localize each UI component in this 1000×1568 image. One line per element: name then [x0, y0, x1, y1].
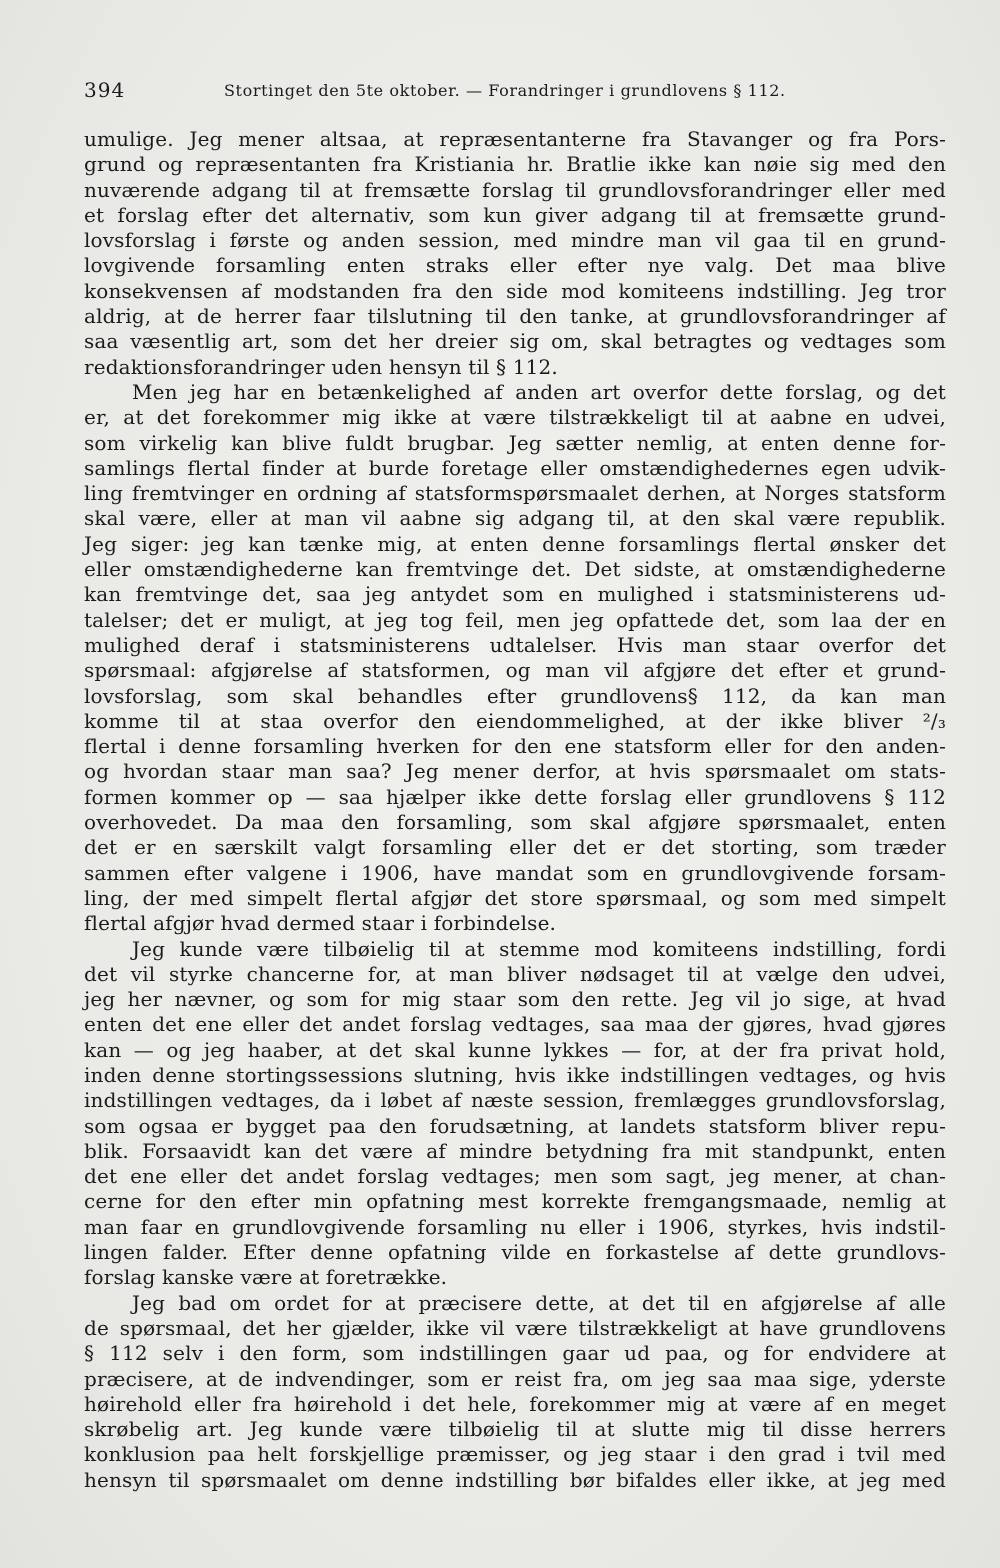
text-line: konklusion paa helt forskjellige præmisser, og jeg staar i den grad i tvil med	[84, 1442, 946, 1467]
text-line: forslag kanske være at foretrække.	[84, 1265, 448, 1290]
text-line: og hvordan staar man saa? Jeg mener derfor, at hvis spørsmaalet om stats-	[84, 759, 946, 784]
text-line: lovgivende forsamling enten straks eller efter nye valg. Det maa blive	[84, 253, 946, 278]
paragraph-first-line: Jeg bad om ordet for at præcisere dette, at det til en afgjørelse af alle	[132, 1290, 946, 1315]
text-line: indstillingen vedtages, da i løbet af næste session, fremlægges grundlovsforslag,	[84, 1088, 946, 1113]
text-line: høirehold eller fra høirehold i det hele, forekommer mig at være af en meget	[84, 1391, 946, 1416]
text-line: mulighed deraf i statsministerens udtalelser. Hvis man staar overfor det	[84, 632, 946, 657]
text-line: det er en særskilt valgt forsamling eller det er det storting, som træder	[84, 835, 946, 860]
text-line: det ene eller det andet forslag vedtages; men som sagt, jeg mener, at chan-	[84, 1164, 946, 1189]
text-line: spørsmaal: afgjørelse af statsformen, og man vil afgjøre det efter et grund-	[84, 658, 946, 683]
text-line: flertal i denne forsamling hverken for den ene statsform eller for den anden-	[84, 734, 946, 759]
running-head	[84, 78, 944, 106]
text-line: flertal afgjør hvad dermed staar i forbindelse.	[84, 911, 557, 936]
text-line: ling, der med simpelt flertal afgjør det store spørsmaal, og som med simpelt	[84, 885, 946, 910]
text-line: umulige. Jeg mener altsaa, at repræsentanterne fra Stavanger og fra Pors-	[84, 127, 946, 151]
page-number: 394	[84, 78, 126, 102]
text-line: skrøbelig art. Jeg kunde være tilbøielig til at slutte mig til disse herrers	[84, 1417, 946, 1442]
text-line: man faar en grundlovgivende forsamling nu eller i 1906, styrkes, hvis indstil-	[84, 1214, 946, 1239]
running-head-title: Stortinget den 5te oktober. — Forandringer i grundlovens § 112.	[224, 81, 786, 100]
text-line: kan — og jeg haaber, at det skal kunne lykkes — for, at der fra privat hold,	[84, 1037, 946, 1062]
text-line: skal være, eller at man vil aabne sig adgang til, at den skal være republik.	[84, 506, 946, 531]
text-line: som virkelig kan blive fuldt brugbar. Jeg sætter nemlig, at enten denne for-	[84, 430, 946, 455]
text-line: lingen falder. Efter denne opfatning vilde en forkastelse af dette grundlovs-	[84, 1240, 946, 1265]
text-line: konsekvensen af modstanden fra den side mod komiteens indstilling. Jeg tror	[84, 278, 946, 303]
text-line: grund og repræsentanten fra Kristiania hr. Bratlie ikke kan nøie sig med den	[84, 152, 946, 177]
text-line: kan fremtvinge det, saa jeg antydet som en mulighed i statsministerens ud-	[84, 582, 946, 607]
text-line: det vil styrke chancerne for, at man bliver nødsaget til at vælge den udvei,	[84, 961, 946, 986]
text-line: Jeg siger: jeg kan tænke mig, at enten denne forsamlings flertal ønsker det	[84, 531, 946, 556]
text-line: jeg her nævner, og som for mig staar som den rette. Jeg vil jo sige, at hvad	[84, 987, 946, 1012]
text-line: formen kommer op — saa hjælper ikke dette forslag eller grundlovens § 112	[84, 784, 946, 809]
text-line: enten det ene eller det andet forslag vedtages, saa maa der gjøres, hvad gjøres	[84, 1012, 946, 1037]
text-line: aldrig, at de herrer faar tilslutning til den tanke, at grundlovsforandringer af	[84, 304, 946, 329]
text-line: lovsforslag, som skal behandles efter grundlovens§ 112, da kan man	[84, 683, 946, 708]
text-line: overhovedet. Da maa den forsamling, som skal afgjøre spørsmaalet, enten	[84, 810, 946, 835]
text-line: § 112 selv i den form, som indstillingen gaar ud paa, og for endvidere at	[84, 1341, 946, 1366]
text-line: samlings flertal finder at burde foretage eller omstændighedernes egen udvik-	[84, 455, 946, 480]
text-line: ling fremtvinger en ordning af statsformspørsmaalet derhen, at Norges statsform	[84, 481, 946, 506]
text-line: de spørsmaal, det her gjælder, ikke vil være tilstrækkeligt at have grundlovens	[84, 1315, 946, 1340]
paragraph-first-line: Men jeg har en betænkelighed af anden art overfor dette forslag, og det	[132, 379, 946, 404]
paragraph-first-line: Jeg kunde være tilbøielig til at stemme mod komiteens indstilling, fordi	[132, 936, 946, 961]
text-line: eller omstændighederne kan fremtvinge det. Det sidste, at omstændighederne	[84, 557, 946, 582]
body-text	[84, 127, 946, 1493]
text-line: sammen efter valgene i 1906, have mandat som en grundlovgivende forsam-	[84, 860, 946, 885]
text-line: komme til at staa overfor den eiendommelighed, at der ikke bliver ²/₃	[84, 708, 946, 733]
text-line: nuværende adgang til at fremsætte forslag til grundlovsforandringer eller med	[84, 177, 946, 202]
text-line: inden denne stortingssessions slutning, hvis ikke indstillingen vedtages, og hvis	[84, 1062, 946, 1087]
text-line: som ogsaa er bygget paa den forudsætning, at landets statsform bliver repu-	[84, 1113, 946, 1138]
text-line: hensyn til spørsmaalet om denne indstilling bør bifaldes eller ikke, at jeg med	[84, 1467, 946, 1492]
text-line: saa væsentlig art, som det her dreier sig om, skal betragtes og vedtages som	[84, 329, 946, 354]
text-line: talelser; det er muligt, at jeg tog feil, men jeg opfattede det, som laa der en	[84, 607, 946, 632]
text-line: er, at det forekommer mig ikke at være tilstrækkeligt til at aabne en udvei,	[84, 405, 946, 430]
text-line: blik. Forsaavidt kan det være af mindre betydning fra mit standpunkt, enten	[84, 1138, 946, 1163]
text-line: redaktionsforandringer uden hensyn til § 112.	[84, 354, 558, 379]
text-line: et forslag efter det alternativ, som kun giver adgang til at fremsætte grund-	[84, 202, 946, 227]
text-line: præcisere, at de indvendinger, som er reist fra, om jeg saa maa sige, yderste	[84, 1366, 946, 1391]
text-line: lovsforslag i første og anden session, med mindre man vil gaa til en grund-	[84, 228, 946, 253]
text-line: cerne for den efter min opfatning mest korrekte fremgangsmaade, nemlig at	[84, 1189, 946, 1214]
